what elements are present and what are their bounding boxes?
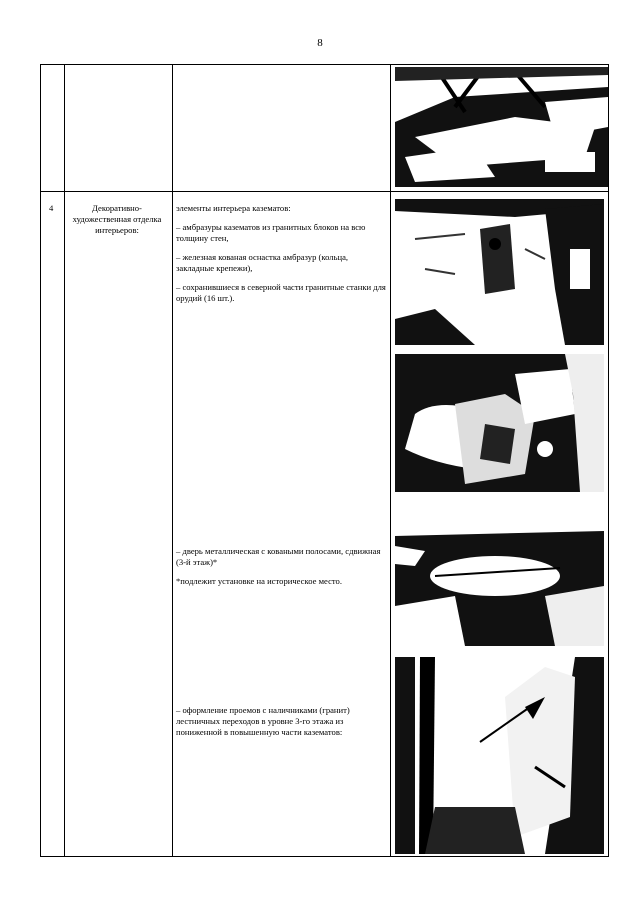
sliding-door-photo bbox=[395, 506, 604, 646]
list-item: – железная кованая оснастка амбразур (кольца, закладные крепежи), bbox=[176, 252, 349, 273]
doorway-photo bbox=[395, 657, 604, 854]
description-block bbox=[176, 203, 388, 312]
column-divider bbox=[64, 65, 65, 856]
intro-text: элементы интерьера казематов: bbox=[176, 203, 291, 213]
list-item: – амбразуры казематов из гранитных блоков на всю толщину стен, bbox=[176, 222, 366, 243]
page-number: 8 bbox=[317, 37, 323, 49]
embrasure-photo bbox=[395, 199, 604, 345]
list-item: – сохранившиеся в северной части гранитные станки для орудий (16 шт.). bbox=[176, 282, 386, 303]
row-divider bbox=[41, 191, 608, 192]
footnote: *подлежит установке на историческое место. bbox=[176, 576, 342, 586]
list-item: – оформление проемов с наличниками (гранит) лестничных переходов в уровне 3-го этажа из пониженной в повышенную части казематов: bbox=[176, 705, 350, 737]
doorway-description bbox=[176, 705, 388, 746]
row-number: 4 bbox=[49, 203, 54, 213]
door-description bbox=[176, 546, 388, 595]
gun-carriage-photo bbox=[395, 354, 604, 492]
section-title: Декоративно-художественная отделка интерьеров: bbox=[72, 203, 162, 235]
list-item: – дверь металлическая с коваными полосами, сдвижная (3-й этаж)* bbox=[176, 546, 381, 567]
monument-elements-table bbox=[40, 64, 609, 857]
column-divider bbox=[390, 65, 391, 856]
column-divider bbox=[172, 65, 173, 856]
embrasure-top-photo bbox=[395, 67, 608, 187]
